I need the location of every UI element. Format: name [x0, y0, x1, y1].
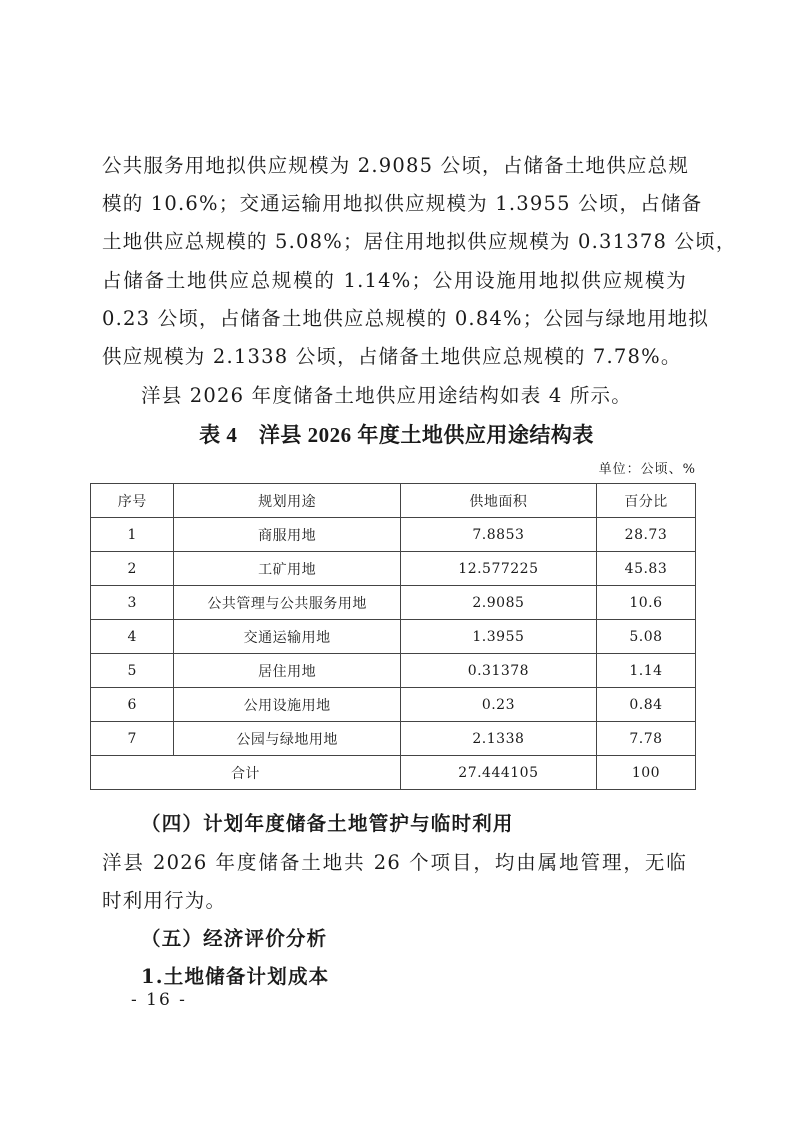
section4-text-line: 时利用行为。 — [102, 889, 227, 912]
table-row — [91, 586, 696, 620]
cell-area: 0.23 — [400, 688, 596, 722]
section-heading-4: （四）计划年度储备土地管护与临时利用 — [141, 812, 514, 835]
table-row — [91, 620, 696, 654]
cell-use: 工矿用地 — [174, 552, 400, 586]
cell-area: 2.9085 — [400, 586, 596, 620]
cell-index: 6 — [91, 688, 174, 722]
table-title: 表 4 洋县 2026 年度土地供应用途结构表 — [199, 423, 594, 447]
cell-area: 0.31378 — [400, 654, 596, 688]
table-row — [91, 688, 696, 722]
text-line: 土地供应总规模的 5.08%；居住用地拟供应规模为 0.31378 公顷， — [102, 230, 737, 253]
cell-percent: 7.78 — [596, 722, 695, 756]
text-line: 0.23 公顷，占储备土地供应总规模的 0.84%；公园与绿地用地拟 — [102, 307, 710, 330]
section4-text-line: 洋县 2026 年度储备土地共 26 个项目，均由属地管理，无临 — [102, 851, 687, 874]
cell-area: 12.577225 — [400, 552, 596, 586]
table-total-row — [91, 756, 696, 790]
cell-area: 2.1338 — [400, 722, 596, 756]
header-area: 供地面积 — [400, 484, 596, 518]
section-heading-5: （五）经济评价分析 — [141, 927, 328, 950]
table-row — [91, 552, 696, 586]
total-label: 合计 — [91, 756, 401, 790]
header-index: 序号 — [91, 484, 174, 518]
cell-use: 公用设施用地 — [174, 688, 400, 722]
table-unit: 单位：公顷、% — [598, 462, 696, 477]
cell-area: 1.3955 — [400, 620, 596, 654]
header-percent: 百分比 — [596, 484, 695, 518]
cell-index: 2 — [91, 552, 174, 586]
cell-area: 7.8853 — [400, 518, 596, 552]
cell-use: 居住用地 — [174, 654, 400, 688]
table-row — [91, 654, 696, 688]
text-line: 公共服务用地拟供应规模为 2.9085 公顷，占储备土地供应总规 — [102, 154, 690, 177]
cell-percent: 0.84 — [596, 688, 695, 722]
cell-use: 公园与绿地用地 — [174, 722, 400, 756]
table-row — [91, 722, 696, 756]
cell-percent: 5.08 — [596, 620, 695, 654]
cell-percent: 10.6 — [596, 586, 695, 620]
total-area: 27.444105 — [400, 756, 596, 790]
land-use-table — [90, 483, 696, 790]
cell-percent: 28.73 — [596, 518, 695, 552]
cell-use: 公共管理与公共服务用地 — [174, 586, 400, 620]
cell-use: 商服用地 — [174, 518, 400, 552]
cell-percent: 45.83 — [596, 552, 695, 586]
total-percent: 100 — [596, 756, 695, 790]
cell-index: 7 — [91, 722, 174, 756]
text-line: 占储备土地供应总规模的 1.14%；公用设施用地拟供应规模为 — [102, 269, 687, 292]
text-line: 供应规模为 2.1338 公顷，占储备土地供应总规模的 7.78%。 — [102, 345, 682, 368]
cell-index: 3 — [91, 586, 174, 620]
header-use: 规划用途 — [174, 484, 400, 518]
subheading-cost: 1.土地储备计划成本 — [141, 965, 330, 988]
cell-index: 4 — [91, 620, 174, 654]
cell-percent: 1.14 — [596, 654, 695, 688]
cell-index: 5 — [91, 654, 174, 688]
paragraph-table-intro: 洋县 2026 年度储备土地供应用途结构如表 4 所示。 — [141, 384, 632, 407]
page-number: - 16 - — [131, 990, 187, 1010]
table-row — [91, 518, 696, 552]
text-line: 模的 10.6%；交通运输用地拟供应规模为 1.3955 公顷，占储备 — [102, 192, 703, 215]
cell-index: 1 — [91, 518, 174, 552]
cell-use: 交通运输用地 — [174, 620, 400, 654]
table-header-row — [91, 484, 696, 518]
